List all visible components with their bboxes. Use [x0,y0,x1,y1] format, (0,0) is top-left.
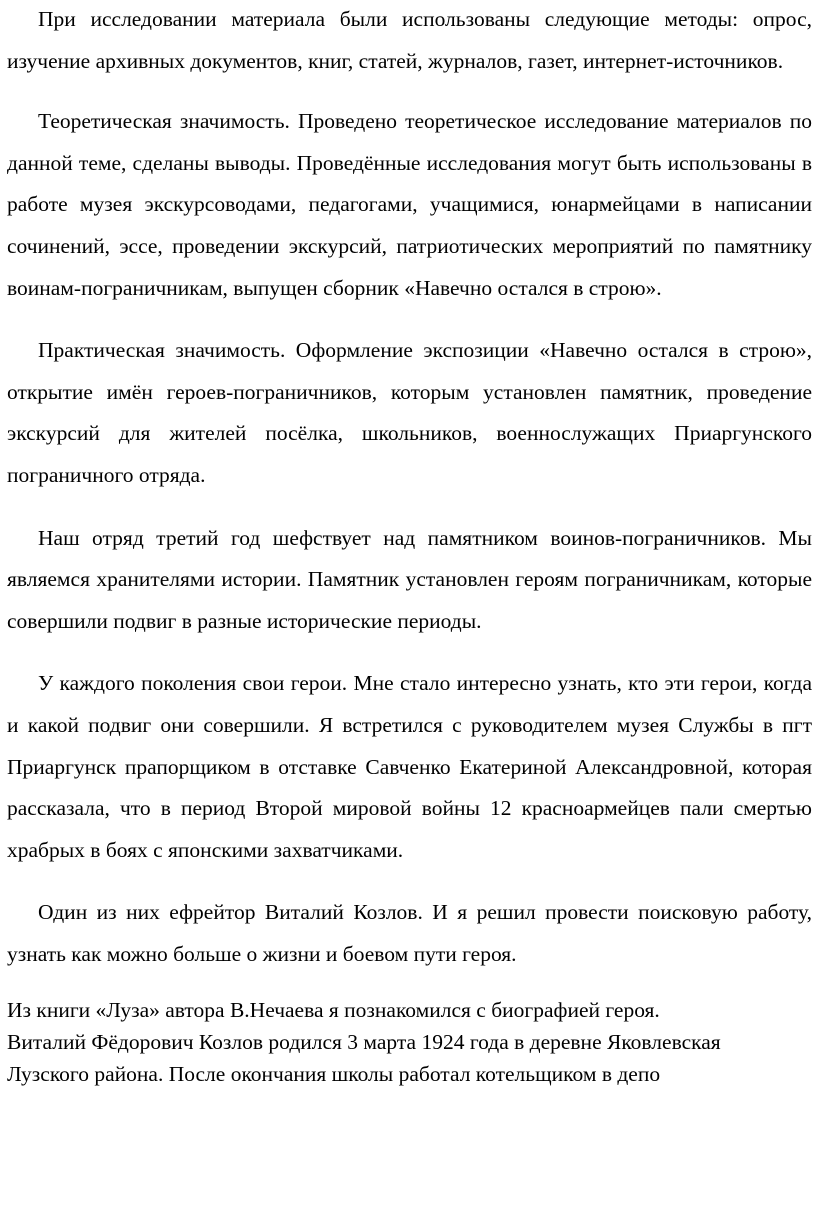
paragraph-heroes-of-generation: У каждого поколения свои герои. Мне стало интересно узнать, кто эти герои, когда и какой подвиг они совершили. Я встретился с руководителем музея Службы в пгт Приаргунск прапорщиком в отставке Савченко Екатериной Александровной, которая рассказала, что в период Второй мировой войны 12 красноармейцев пали смертью храбрых в боях с японскими захватчиками. [7,671,812,862]
closing-line: Из книги «Луза» автора В.Нечаева я познакомился с биографией героя. [7,998,660,1023]
paragraph-practical-significance: Практическая значимость. Оформление экспозиции «Навечно остался в строю», открытие имён героев-пограничников, которым установлен памятник, проведение экскурсий для жителей посёлка, школьников, военнослужащих Приаргунского пограничного отряда. [7,338,812,487]
paragraph-kozlov-search: Один из них ефрейтор Виталий Козлов. И я решил провести поисковую работу, узнать как можно больше о жизни и боевом пути героя. [7,900,812,966]
closing-line: Лузского района. После окончания школы работал котельщиком в депо [7,1062,661,1087]
paragraph-theoretical-significance: Теоретическая значимость. Проведено теоретическое исследование материалов по данной теме, сделаны выводы. Проведённые исследования могут быть использованы в работе музея экскурсоводами, педагогами, учащимися, юнармейцами в написании сочинений, эссе, проведении экскурсий, патриотических мероприятий по памятнику воинам-пограничникам, выпущен сборник «Навечно остался в строю». [7,109,812,300]
paragraph-patronage: Наш отряд третий год шефствует над памятником воинов-пограничников. Мы являемся хранителями истории. Памятник установлен героям пограничникам, которые совершили подвиг в разные исторические периоды. [7,525,812,633]
closing-lines [7,994,812,1090]
paragraph-research-methods: При исследовании материала были использованы следующие методы: опрос, изучение архивных документов, книг, статей, журналов, газет, интернет-источников. [7,7,812,73]
closing-line: Виталий Фёдорович Козлов родился 3 марта 1924 года в деревне Яковлевская [7,1030,721,1055]
